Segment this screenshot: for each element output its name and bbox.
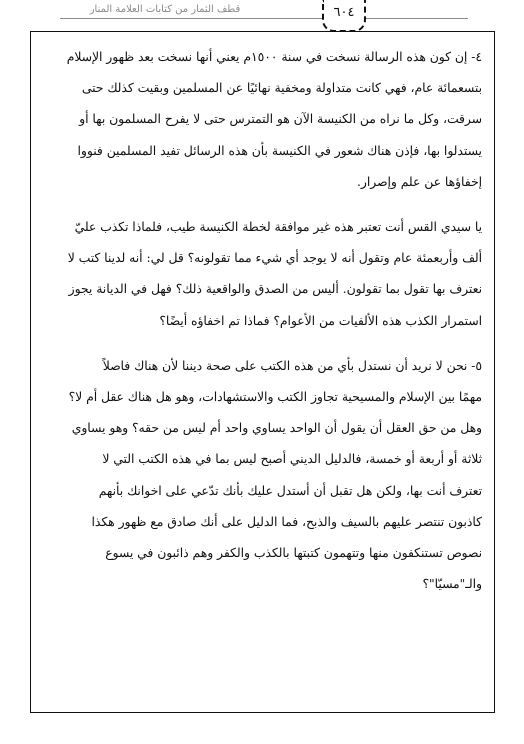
text-line: ألف وأربعمئة عام وتقول أنه لا يوجد أي شيء مما تقولونه؟ قل لي: أنه لدينا كتب لا	[67, 251, 482, 266]
text-line: نصوص تستنكفون منها وتتهمون كتبتها بالكذب والكفر وهم ذائبون في يسوع	[105, 546, 482, 561]
header-rule	[60, 18, 468, 19]
paragraph-point-5	[40, 351, 482, 601]
text-line: سرقت، وكل ما نراه من الكنيسة الآن هو التمترس حتى لا يفرح المسلمون بها أو	[79, 112, 482, 127]
text-line: يا سيدي القس أنت تعتبر هذه غير موافقة لخطة الكنيسة طيب، فلماذا تكذب عليّ	[74, 220, 482, 235]
page-number-badge	[322, 0, 366, 32]
text-line: مهمًا بين الإسلام والمسيحية تجاوز الكتب والاستشهادات، وهو هل هناك عقل أم لا؟	[68, 390, 482, 405]
text-line: كاذبون تنتصر عليهم بالسيف والذبح، فما الدليل على أنك صادق مع ظهور هكذا	[91, 514, 482, 529]
text-line: ثلاثة أو أربعة أو خمسة، فالدليل الديني أصبح ليس بما في هذه الكتب التي لا	[102, 452, 482, 467]
text-line: والـ"مسيّا"؟	[422, 577, 482, 592]
text-line: ٤- إن كون هذه الرسالة نسخت في سنة ١٥٠٠م يعني أنها نسخت بعد ظهور الإسلام	[66, 50, 482, 64]
text-line: بتسعمائة عام، فهي كانت متداولة ومخفية نهائيًا عن المسلمين وبقيت كذلك حتى	[81, 81, 482, 96]
paragraph-address-priest	[40, 212, 482, 337]
page-number: ٦٠٤	[333, 5, 355, 20]
text-line: إخفاؤها عن علم وإصرار.	[356, 174, 482, 189]
text-line: يستدلوا بها، فإذن هناك شعور في الكنيسة بأن هذه الرسائل تفيد المسلمين فنووا	[77, 143, 482, 158]
body-text	[40, 42, 482, 600]
running-header-title: قطف الثمار من كتابات العلامة المنار	[89, 4, 241, 15]
text-line: نعترف بها تقول بما تقولون. أليس من الصدق والواقعية ذلك؟ فهل في الديانة يجوز	[68, 282, 482, 297]
text-line: وهل من حق العقل أن يقول أن الواحد يساوي واحد أم ليس من حقه؟ وهو يساوي	[71, 421, 482, 436]
paragraph-point-4	[40, 42, 482, 198]
text-line: تعترف أنت بها، ولكن هل تقبل أن أستدل عليك بأنك تدّعي على اخوانك بأنهم	[98, 483, 482, 498]
text-line: ٥- نحن لا نريد أن نستدل بأي من هذه الكتب على صحة ديننا لأن هناك فاصلاً	[102, 358, 482, 373]
text-line: استمرار الكذب هذه الألفيات من الأعوام؟ فماذا تم اخفاؤه أيضًا؟	[159, 313, 482, 328]
